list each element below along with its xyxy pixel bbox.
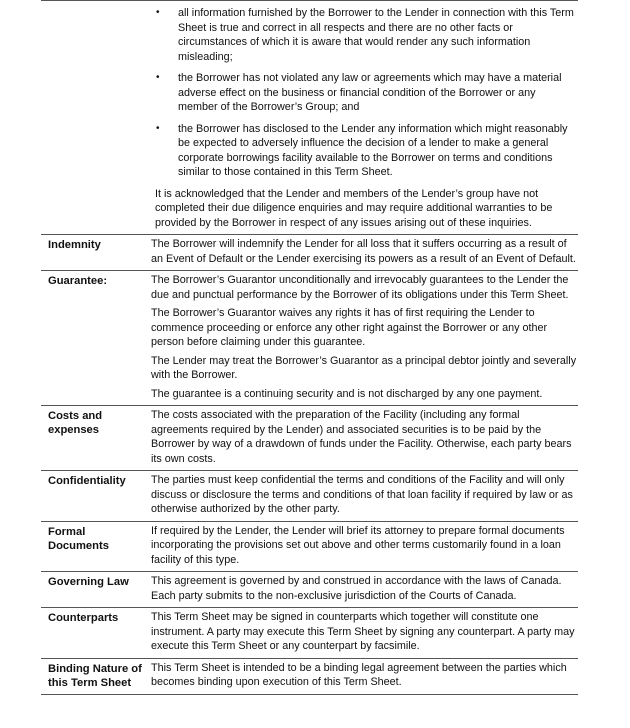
- warranty-bullet-list: [151, 6, 578, 180]
- section-label: Confidentiality: [48, 475, 126, 487]
- row-content: [142, 1, 578, 234]
- bullet-item: [151, 122, 578, 180]
- bullet-item: [151, 71, 578, 115]
- bullet-text: the Borrower has not violated any law or agreements which may have a material adverse effect on the business or financial condition of the Borrower or any member of the Borrower’s Group; and: [178, 72, 562, 113]
- section-content: [142, 572, 578, 607]
- table-bottom-rule: [41, 694, 578, 695]
- section-content: [142, 659, 578, 694]
- section-label: Guarantee:: [48, 275, 108, 287]
- section-paragraph: The costs associated with the preparation of the Facility (including any formal agreements required by the Lender) and associated securities is to be paid by the Borrower by way of a drawdown of funds under the Facility. Otherwise, each party bears its own costs.: [151, 409, 572, 465]
- section-row-indemnity: [41, 234, 578, 270]
- section-row-costs: [41, 405, 578, 470]
- section-paragraph: This Term Sheet is intended to be a binding legal agreement between the parties which becomes binding upon execution of this Term Sheet.: [151, 661, 567, 688]
- section-label: Counterparts: [48, 612, 119, 624]
- section-paragraph: The Borrower’s Guarantor unconditionally and irrevocably guarantees to the Lender the due and punctual performance by the Borrower of its obligations under this Term Sheet.: [151, 274, 569, 301]
- section-paragraph: This agreement is governed by and construed in accordance with the laws of Canada. Each party submits to the non-exclusive jurisdiction of the Courts of Canada.: [151, 575, 562, 602]
- section-row-formal-documents: [41, 521, 578, 572]
- bullet-text: the Borrower has disclosed to the Lender any information which might reasonably be expected to adversely influence the decision of a lender to make a general corporate borrowings facility available to the Borrower on terms and conditions similar to those contained in this Term Sheet.: [178, 122, 568, 178]
- section-row-confidentiality: [41, 470, 578, 521]
- section-content: [142, 406, 578, 470]
- section-paragraph: If required by the Lender, the Lender will brief its attorney to prepare formal documents incorporating the provisions set out above and other terms customarily found in a loan facility of this type.: [151, 524, 565, 566]
- section-paragraph: The guarantee is a continuing security and is not discharged by any one payment.: [151, 387, 543, 400]
- section-row-guarantee: [41, 270, 578, 405]
- section-paragraph: The Lender may treat the Borrower’s Guarantor as a principal debtor jointly and severally with the Borrower.: [151, 354, 577, 381]
- section-label: Governing Law: [48, 576, 129, 588]
- section-content: [142, 271, 578, 405]
- section-label: Costs and expenses: [48, 410, 103, 436]
- section-paragraph: The Borrower’s Guarantor waives any rights it has of first requiring the Lender to commence proceeding or enforce any other right against the Borrower or any other person before claiming under this guarantee.: [151, 307, 548, 348]
- section-label: Binding Nature of this Term Sheet: [48, 662, 142, 689]
- section-content: [142, 471, 578, 521]
- section-row-binding-nature: [41, 658, 578, 694]
- bullet-item: [151, 6, 578, 64]
- bullet-icon: •: [156, 7, 160, 18]
- bullet-icon: •: [156, 122, 160, 134]
- section-row-governing-law: [41, 571, 578, 607]
- section-label: Indemnity: [48, 239, 101, 251]
- section-content: [142, 235, 578, 270]
- section-content: [142, 608, 578, 658]
- section-row-counterparts: [41, 607, 578, 658]
- section-paragraph: This Term Sheet may be signed in counterparts which together will constitute one instrument. A party may execute this Term Sheet by signing any counterpart. A party may execute this Term Sheet or any counterpart by facsimile.: [151, 611, 575, 652]
- section-paragraph: The Borrower will indemnify the Lender for all loss that it suffers occurring as a result of an Event of Default or the Lender exercising its powers as a result of an Event of Default.: [151, 238, 576, 265]
- section-content: [142, 522, 578, 572]
- bullet-text: all information furnished by the Borrower to the Lender in connection with this Term Sheet is true and correct in all respects and there are no other facts or circumstances of which it is aware that would render any such information misleading;: [178, 7, 574, 63]
- due-diligence-note: It is acknowledged that the Lender and members of the Lender’s group have not completed their due diligence enquiries and may require additional warranties to be provided by the Borrower in respect of any issues arising out of these inquiries.: [155, 187, 553, 229]
- row-label-empty: [41, 1, 142, 234]
- bullet-icon: •: [156, 72, 160, 83]
- section-paragraph: The parties must keep confidential the terms and conditions of the Facility and will only discuss or disclosure the terms and conditions of that loan facility if required by law or as otherwise authorized by the other party.: [151, 474, 573, 515]
- warranties-continuation-row: [41, 0, 578, 234]
- section-label: Formal Documents: [48, 525, 109, 552]
- term-sheet-table: [41, 0, 578, 695]
